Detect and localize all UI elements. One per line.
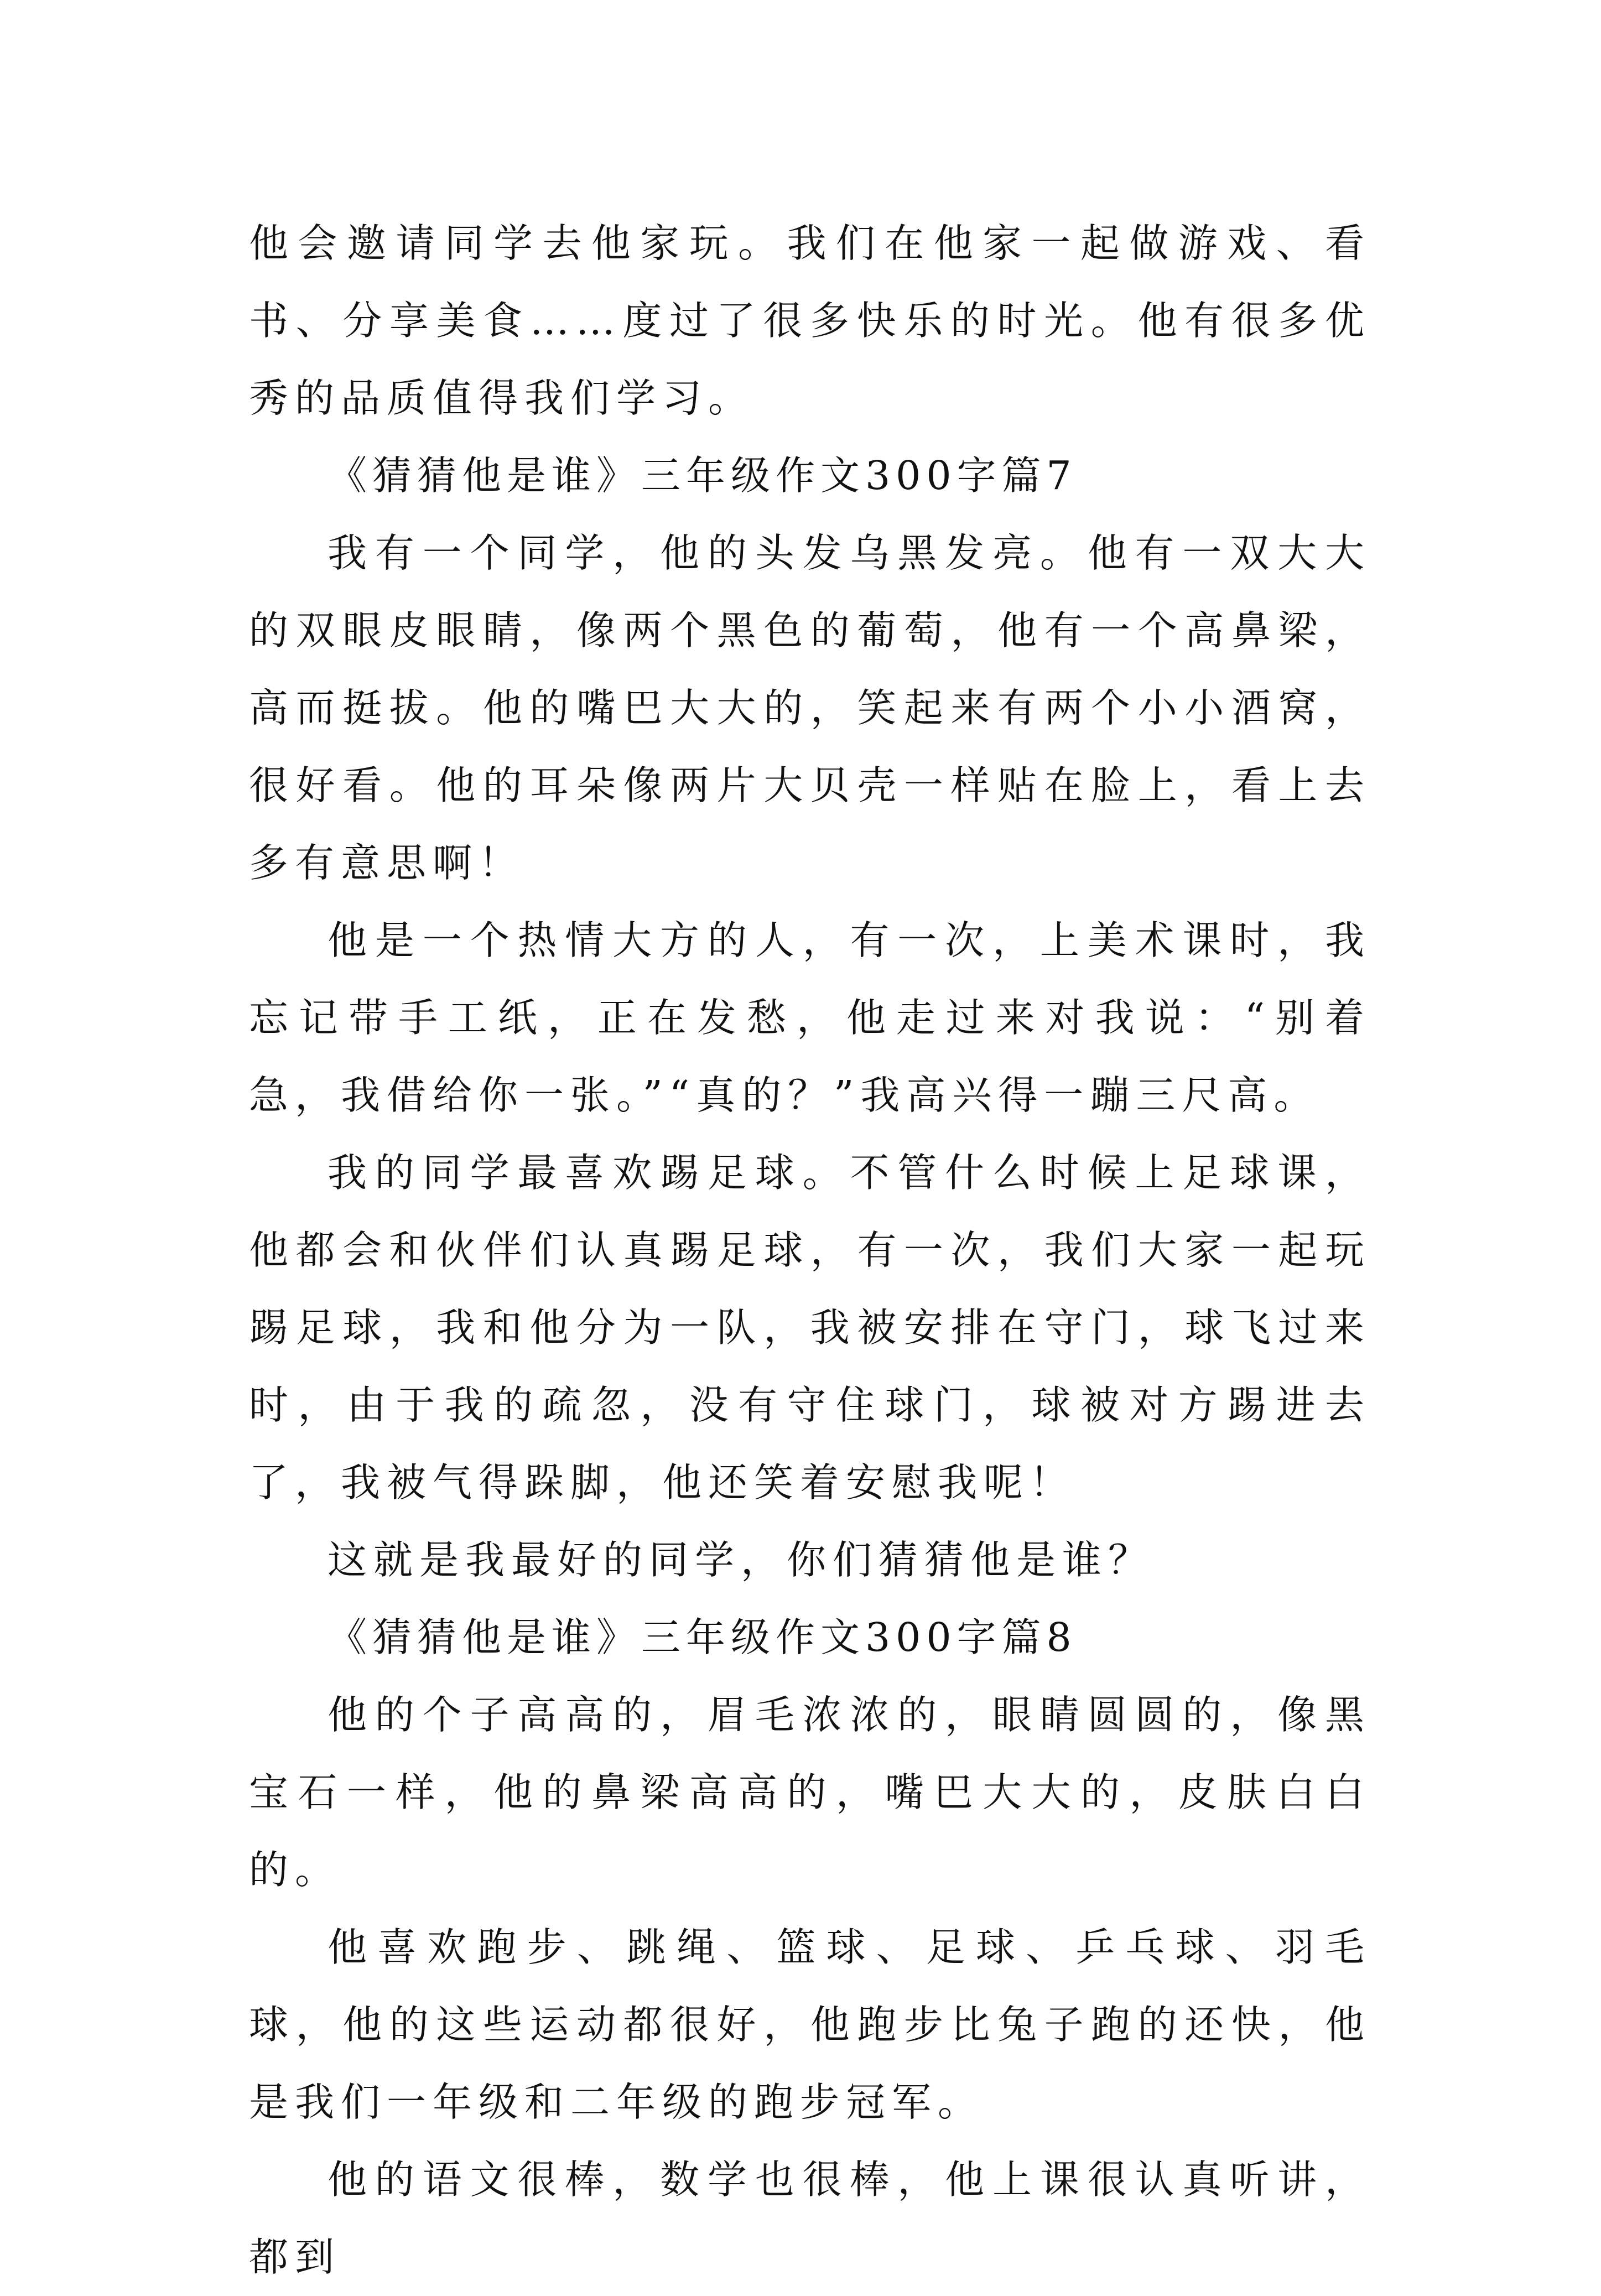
section-heading-7: 《猜猜他是谁》三年级作文300字篇7: [328, 453, 1077, 498]
paragraph-continued: 他会邀请同学去他家玩。我们在他家一起做游戏、看书、分享美食……度过了很多快乐的时光。他有很多优秀的品质值得我们学习。: [249, 220, 1371, 421]
paragraph: 他喜欢跑步、跳绳、篮球、足球、乒乓球、羽毛球，他的这些运动都很好，他跑步比兔子跑的还快，他是我们一年级和二年级的跑步冠军。: [249, 1924, 1371, 2125]
paragraph: 我有一个同学，他的头发乌黑发亮。他有一双大大的双眼皮眼睛，像两个黑色的葡萄，他有一个高鼻梁，高而挺拔。他的嘴巴大大的，笑起来有两个小小酒窝，很好看。他的耳朵像两片大贝壳一样贴在脸上，看上去多有意思啊！: [249, 530, 1371, 886]
paragraph: 他的个子高高的，眉毛浓浓的，眼睛圆圆的，像黑宝石一样，他的鼻梁高高的，嘴巴大大的，皮肤白白的。: [249, 1692, 1371, 1893]
paragraph: 他的语文很棒，数学也很棒，他上课很认真听讲，都到: [249, 2157, 1371, 2280]
document-body: [249, 205, 1371, 2296]
paragraph: 这就是我最好的同学，你们猜猜他是谁？: [328, 1537, 1155, 1583]
paragraph: 他是一个热情大方的人，有一次，上美术课时，我忘记带手工纸，正在发愁，他走过来对我说：“别着急，我借给你一张。”“真的？”我高兴得一蹦三尺高。: [249, 917, 1371, 1118]
paragraph: 我的同学最喜欢踢足球。不管什么时候上足球课，他都会和伙伴们认真踢足球，有一次，我们大家一起玩踢足球，我和他分为一队，我被安排在守门，球飞过来时，由于我的疏忽，没有守住球门，球被对方踢进去了，我被气得跺脚，他还笑着安慰我呢！: [249, 1150, 1371, 1505]
section-heading-8: 《猜猜他是谁》三年级作文300字篇8: [328, 1614, 1077, 1660]
